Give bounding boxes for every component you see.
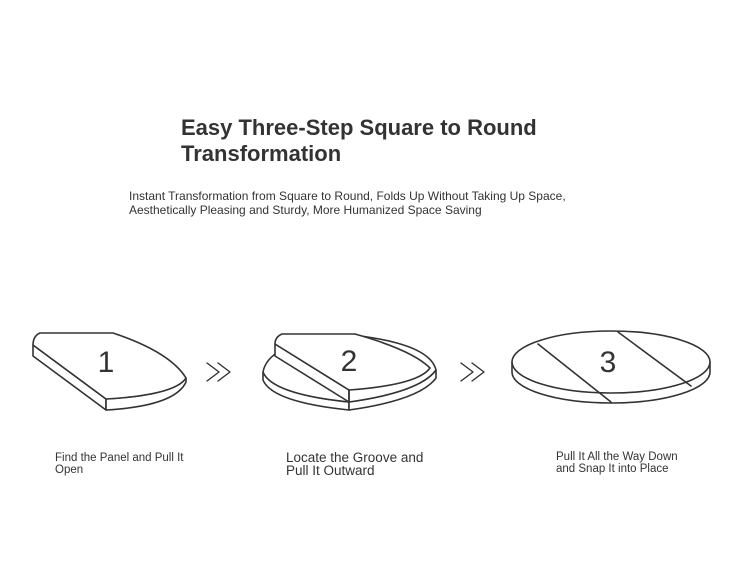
step-3-number: 3 — [599, 346, 617, 379]
page-title: Easy Three-Step Square to Round Transformation — [181, 115, 537, 166]
step-1-caption: Find the Panel and Pull It Open — [55, 452, 184, 476]
step-3-caption: Pull It All the Way Down and Snap It into Place — [556, 451, 678, 475]
step-2-number: 2 — [340, 345, 358, 378]
step-2-caption: Locate the Groove and Pull It Outward — [286, 450, 424, 478]
page-subtitle: Instant Transformation from Square to Round, Folds Up Without Taking Up Space, Aesthetically Pleasing and Sturdy, More Humanized Space Saving — [129, 189, 566, 217]
arrow-1-icon — [207, 363, 230, 381]
arrow-2-icon — [461, 363, 484, 381]
step-1-number: 1 — [97, 346, 115, 379]
